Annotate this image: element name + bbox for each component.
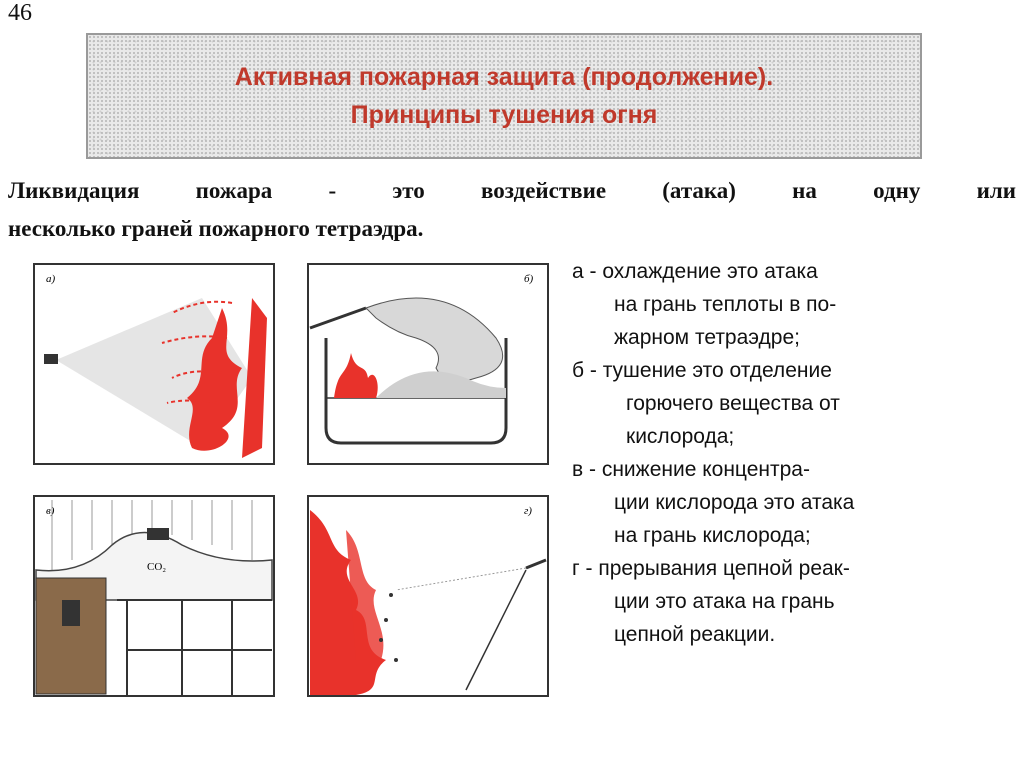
figure-c-co2 [22,490,278,704]
figure-a-cooling [22,258,278,472]
intro-line-2: несколько граней пожарного тетраэдра. [8,216,424,241]
list-item-b-cont-2: кислорода; [626,425,735,448]
list-item-d-cont-1: ции это атака на грань [614,590,835,613]
figure-d-inhibition [296,490,552,704]
title-line-2: Принципы тушения огня [350,101,658,129]
list-item-c-cont-2: на грань кислорода; [614,524,811,547]
figure-b-label: б) [524,273,534,285]
list-item-a-cont-1: на грань теплоты в по- [614,293,837,316]
title-box [86,33,922,159]
figure-d-label: г) [524,505,532,517]
list-item-d: г - прерывания цепной реак- [572,557,850,580]
principles-list [572,255,1012,651]
list-item-b: б - тушение это отделение [572,359,832,382]
title-line-1: Активная пожарная защита (продолжение). [234,63,774,91]
list-item-d-cont-2: цепной реакции. [614,623,776,646]
page-number: 46 [8,0,32,26]
figure-c-label: в) [46,505,55,517]
figure-b-smothering [296,258,552,472]
co2-label: CO₂ [147,561,167,573]
intro-text [8,172,1016,248]
list-item-a: а - охлаждение это атака [572,260,818,283]
list-item-c: в - снижение концентра- [572,458,810,481]
list-item-c-cont-1: ции кислорода это атака [614,491,855,514]
list-item-a-cont-2: жарном тетраэдре; [614,326,800,349]
list-item-b-cont-1: горючего вещества от [626,392,840,415]
intro-line-1: Ликвидация пожара - это воздействие (атака) на одну или [8,178,1016,203]
figure-a-label: а) [46,273,56,285]
